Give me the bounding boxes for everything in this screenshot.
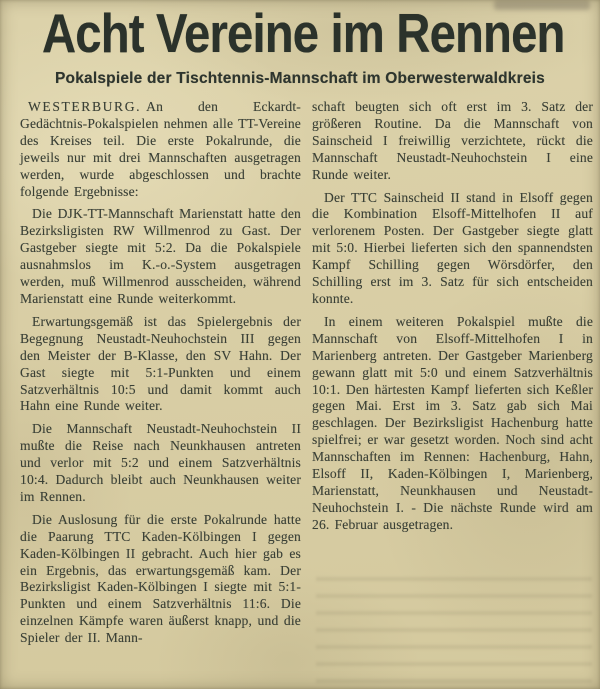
left-column [20, 99, 301, 653]
paragraph-sainscheid: Der TTC Sainscheid II stand in Elsoff gegen die Kombination Elsoff-Mittelhofen II auf verlorenem Posten. Der Gastgeber siegte glatt mit 5:0. Hierbei lieferten sich den spannendsten Kampf Schilling gegen Wörsdörfer, den Schilling erst im 3. Satz für sich entscheiden konnte. [312, 189, 593, 306]
paragraph-auslosung-continuation: schaft beugten sich oft erst im 3. Satz der größeren Routine. Da die Mannschaft von Sainscheid I freiwillig verzichtete, rückt die Mannschaft Neustadt-Neuhochstein I eine Runde weiter. [312, 99, 593, 182]
paragraph-text: An den Eckardt-Gedächtnis-Pokalspielen nehmen alle TT-Vereine des Kreises teil. Die erste Pokalrunde, die jeweils nur mit drei Mannschaften ausgetragen werden, wurde abgeschlossen und brachte folgende Ergebnisse: [20, 99, 301, 199]
dateline: WESTERBURG. [28, 99, 142, 114]
subheadline: Pokalspiele der Tischtennis-Mannschaft im Oberwesterwaldkreis [55, 70, 545, 87]
paragraph-intro [20, 99, 301, 200]
paragraph-marienstatt: Die DJK-TT-Mannschaft Marienstatt hatte den Bezirksligisten RW Willmenrod zu Gast. Der Gastgeber siegte mit 5:2. Da die Pokalspiele ausnahmslos im K.-o.-System ausgetragen werden, muß Willmenrod ausscheiden, während Marienstatt eine Runde weiterkommt. [20, 206, 301, 306]
right-column [312, 99, 593, 653]
paragraph-neuhochstein-2: Die Mannschaft Neustadt-Neuhochstein II mußte die Reise nach Neunkhausen antreten und verlor mit 5:2 und einem Satzverhältnis 10:4. Dadurch bleibt auch Neunkhausen weiter im Rennen. [20, 421, 301, 504]
paragraph-neuhochstein-3: Erwartungsgemäß ist das Spielergebnis der Begegnung Neustadt-Neuhochstein III gegen den Meister der B-Klasse, den SV Hahn. Der Gast siegte mit 5:1-Punkten und einem Satzverhältnis 10:5 und damit kommt auch Hahn eine Runde weiter. [20, 313, 301, 414]
headline: Acht Vereine im Rennen [42, 2, 565, 64]
article-body [0, 88, 600, 653]
paragraph-auslosung: Die Auslosung für die erste Pokalrunde hatte die Paarung TTC Kaden-Kölbingen I gegen Kaden-Kölbingen II gebracht. Auch hier gab es ein Ergebnis, das erwartungsgemäß kam. Der Bezirksligist Kaden-Kölbingen I siegte mit 5:1-Punkten und einem Satzverhältnis 11:6. Die einzelnen Kämpfe waren äußerst knapp, und die Spieler der II. Mann- [20, 511, 301, 646]
paragraph-marienberg-und-ausblick: In einem weiteren Pokalspiel mußte die Mannschaft von Elsoff-Mittelhofen I in Marienberg antreten. Der Gastgeber Marienberg gewann glatt mit 5:0 und einem Satzverhältnis 10:1. Den härtesten Kampf lieferten sich Keßler gegen Mai. Erst im 3. Satz gab sich Mai geschlagen. Der Bezirksligist Hachenburg hatte spielfrei; er war gesetzt worden. Noch sind acht Mannschaften im Rennen: Hachenburg, Hahn, Elsoff II, Kaden-Kölbingen I, Marienberg, Marienstatt, Neunkhausen und Neustadt-Neuhochstein I. - Die nächste Runde wird am 26. Februar ausgetragen. [312, 313, 593, 532]
